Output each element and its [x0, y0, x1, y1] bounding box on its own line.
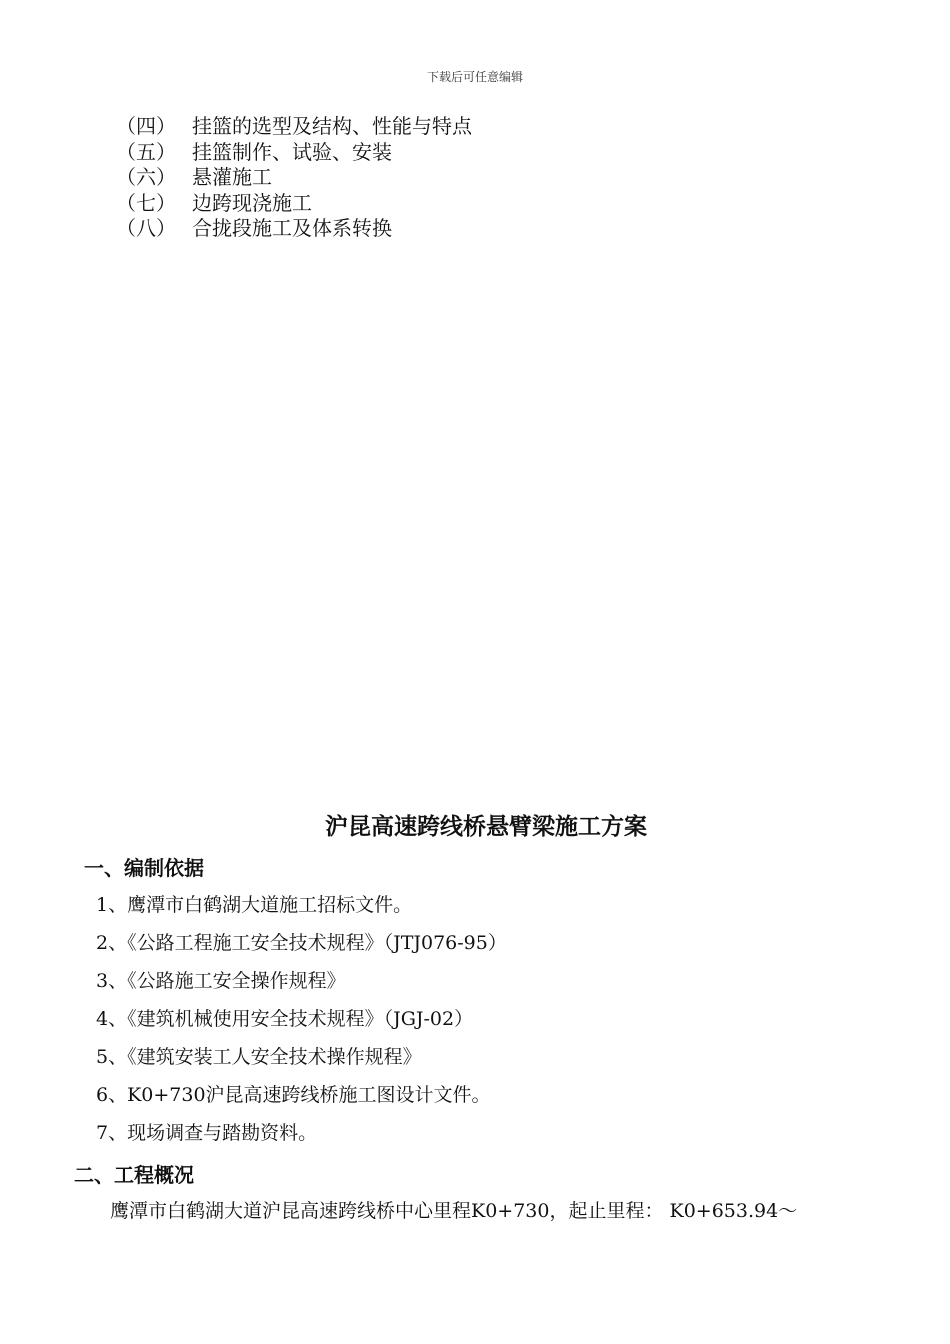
table-of-contents	[116, 114, 472, 242]
list-item: 2、《公路工程施工安全技术规程》（JTJ076-95）	[96, 932, 507, 954]
toc-item-text: 悬灌施工	[192, 165, 272, 189]
page-header-note: 下载后可任意编辑	[426, 70, 523, 84]
list-item: 4、《建筑机械使用安全技术规程》（JGJ-02）	[96, 1008, 474, 1030]
basis-list	[96, 890, 507, 1156]
overview-paragraph: 鹰潭市白鹤湖大道沪昆高速跨线桥中心里程K0+730，起止里程： K0+653.94～	[110, 1200, 798, 1222]
section-heading-basis: 一、编制依据	[84, 856, 204, 880]
toc-item-text: 边跨现浇施工	[192, 190, 312, 215]
toc-item	[116, 114, 472, 140]
list-item: 5、《建筑安装工人安全技术操作规程》	[96, 1046, 422, 1068]
toc-item-number: （五）	[116, 139, 176, 164]
toc-item-number: （四）	[116, 114, 176, 138]
toc-item	[116, 216, 472, 242]
toc-item-number: （八）	[116, 216, 176, 240]
toc-item-text: 挂篮的选型及结构、性能与特点	[192, 114, 472, 138]
toc-item	[116, 191, 472, 217]
list-item: 7、现场调查与踏勘资料。	[96, 1122, 318, 1144]
list-item: 3、《公路施工安全操作规程》	[96, 970, 346, 992]
toc-item-number: （七）	[116, 190, 176, 215]
section-heading-overview: 二、工程概况	[74, 1163, 194, 1187]
toc-item-number: （六）	[116, 165, 176, 189]
toc-item	[116, 165, 472, 191]
toc-item	[116, 140, 472, 166]
toc-item-text: 合拢段施工及体系转换	[192, 216, 392, 240]
list-item: 6、K0+730沪昆高速跨线桥施工图设计文件。	[96, 1084, 491, 1106]
document-title: 沪昆高速跨线桥悬臂梁施工方案	[325, 814, 647, 840]
toc-item-text: 挂篮制作、试验、安装	[192, 139, 392, 164]
list-item: 1、鹰潭市白鹤湖大道施工招标文件。	[96, 894, 413, 916]
